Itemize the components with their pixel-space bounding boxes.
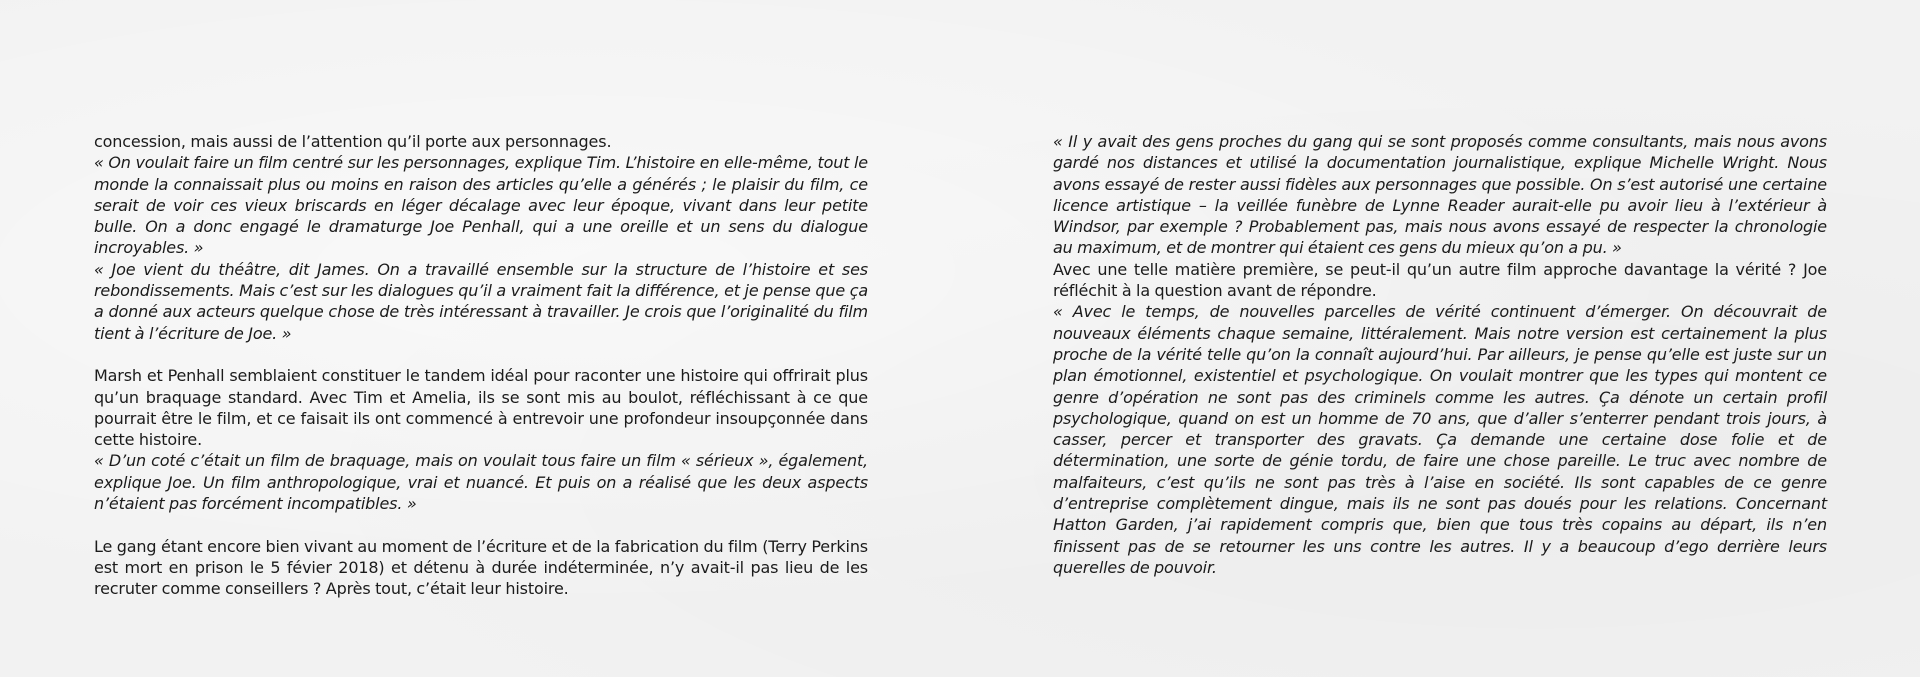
paragraph: Le gang étant encore bien vivant au moment de l’écriture et de la fabrication du film (Terry Perkins est mort en prison le 5 févier 2018) et détenu à durée indéterminée, n’y avait-il pas lieu de les recruter comme conseillers ? Après tout, c’était leur histoire. [94, 536, 868, 599]
paragraph: Marsh et Penhall semblaient constituer le tandem idéal pour raconter une histoire qui offrirait plus qu’un braquage standard. Avec Tim et Amelia, ils se sont mis au boulot, réfléchissant à ce que pourrait être le film, et ce faisait ils ont commencé à entrevoir une profondeur insoupçonnée dans cette histoire. [94, 366, 868, 450]
quote-paragraph: « Il y avait des gens proches du gang qui se sont proposés comme consultants, mais nous avons gardé nos distances et utilisé la documentation journalistique, explique Michelle Wright. Nous avons essayé de rester aussi fidèles aux personnages que possible. On s’est autorisé une certaine licence artistique – la veillée funèbre de Lynne Reader aurait-elle pu avoir lieu à l’extérieur à Windsor, par exemple ? Probablement pas, mais nous avons essayé de respecter la chronologie au maximum, et de montrer qui étaient ces gens du mieux qu’on a pu. » [1053, 132, 1827, 258]
quote-paragraph: « Avec le temps, de nouvelles parcelles de vérité continuent d’émerger. On découvrait de nouveaux éléments chaque semaine, littéralement. Mais notre version est certainement la plus proche de la vérité telle qu’on la connaît aujourd’hui. Par ailleurs, je pense qu’elle est juste sur un plan émotionnel, existentiel et psychologique. On voulait montrer que les types qui montent ce genre d’opération ne sont pas des criminels comme les autres. Ça dénote un certain profil psychologique, quand on est un homme de 70 ans, que d’aller s’enterrer pendant trois jours, à casser, percer et transporter des gravats. Ça demande une certaine dose folie et de détermination, une sorte de génie tordu, de faire une chose pareille. Le truc avec nombre de malfaiteurs, c’est qu’ils ne sont pas très à l’aise en société. Ils sont capables de ce genre d’entreprise complètement dingue, mais ils ne sont pas doués pour les relations. Concernant Hatton Garden, j’ai rapidement compris que, bien que tous très copains au départ, ils n’en finissent pas de se retourner les uns contre les autres. Il y a beaucoup d’ego derrière leurs querelles de pouvoir. [1053, 302, 1827, 577]
left-page-text [94, 131, 868, 600]
paragraph: Avec une telle matière première, se peut-il qu’un autre film approche davantage la vérité ? Joe réfléchit à la question avant de répondre. [1053, 259, 1827, 301]
quote-paragraph: « On voulait faire un film centré sur les personnages, explique Tim. L’histoire en elle-même, tout le monde la connaissait plus ou moins en raison des articles qu’elle a générés ; le plaisir du film, ce serait de voir ces vieux briscards en léger décalage avec leur époque, vivant dans leur petite bulle. On a donc engagé le dramaturge Joe Penhall, qui a une oreille et un sens du dialogue incroyables. » [94, 153, 868, 258]
right-page-text [1053, 131, 1827, 578]
quote-paragraph: « D’un coté c’était un film de braquage, mais on voulait tous faire un film « sérieux », également, explique Joe. Un film anthropologique, vrai et nuancé. Et puis on a réalisé que les deux aspects n’étaient pas forcément incompatibles. » [94, 451, 868, 514]
paragraph: concession, mais aussi de l’attention qu’il porte aux personnages. [94, 132, 612, 151]
quote-paragraph: « Joe vient du théâtre, dit James. On a travaillé ensemble sur la structure de l’histoire et ses rebondissements. Mais c’est sur les dialogues qu’il a vraiment fait la différence, et je pense que ça a donné aux acteurs quelque chose de très intéressant à travailler. Je crois que l’originalité du film tient à l’écriture de Joe. » [94, 259, 868, 343]
